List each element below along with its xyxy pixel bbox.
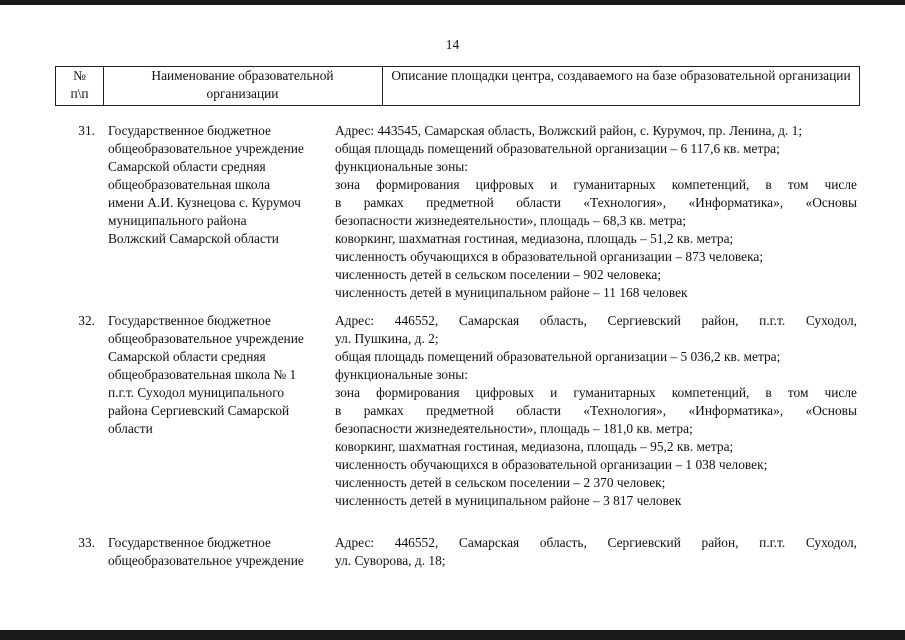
table-header (55, 66, 860, 106)
header-number: № п\п (56, 67, 104, 105)
organization-name: Государственное бюджетное общеобразовательное учреждение Самарской области средняя общеобразовательная школа № 1 п.г.т. Суходол муниципального района Сергиевский Самарской области (108, 313, 304, 436)
organization-name: Государственное бюджетное общеобразовательное учреждение Самарской области средняя общеобразовательная школа имени А.И. Кузнецова с. Курумоч муниципального района Волжский Самарской области (108, 123, 304, 246)
row-number: 31. (78, 123, 95, 138)
scan-edge-top (0, 0, 905, 5)
site-description: Адрес: 446552, Самарская область, Сергиевский район, п.г.т. Суходол, ул. Суворова, д. 18; (335, 535, 857, 568)
scan-edge-bottom (0, 630, 905, 640)
organization-name: Государственное бюджетное общеобразовательное учреждение (108, 535, 304, 568)
header-organization: Наименование образовательной организации (103, 67, 383, 105)
header-description: Описание площадки центра, создаваемого на базе образовательной организации (391, 68, 851, 83)
site-description: Адрес: 443545, Самарская область, Волжский район, с. Курумоч, пр. Ленина, д. 1; общая площадь помещений образовательной организации – 6 117,6 кв. метра; функциональные зоны: зона формирования цифровых и гуманитарных компетенций, в том числе в рамках предметной области «Технология», «Информатика», «Основы безопасности жизнедеятельности», площадь – 68,3 кв. метра; коворкинг, шахматная гостиная, медиазона, площадь – 51,2 кв. метра; численность обучающихся в образовательной организации – 873 человека; численность детей в сельском поселении – 902 человека; численность детей в муниципальном районе – 11 168 человек (335, 123, 857, 300)
row-number: 32. (78, 313, 95, 328)
row-number: 33. (78, 535, 95, 550)
page-number: 14 (445, 37, 460, 52)
site-description: Адрес: 446552, Самарская область, Сергиевский район, п.г.т. Суходол, ул. Пушкина, д. 2; общая площадь помещений образовательной организации – 5 036,2 кв. метра; функциональные зоны: зона формирования цифровых и гуманитарных компетенций, в том числе в рамках предметной области «Технология», «Информатика», «Основы безопасности жизнедеятельности», площадь – 181,0 кв. метра; коворкинг, шахматная гостиная, медиазона, площадь – 95,2 кв. метра; численность обучающихся в образовательной организации – 1 038 человек; численность детей в сельском поселении – 2 370 человек; численность детей в муниципальном районе – 3 817 человек (335, 313, 857, 508)
